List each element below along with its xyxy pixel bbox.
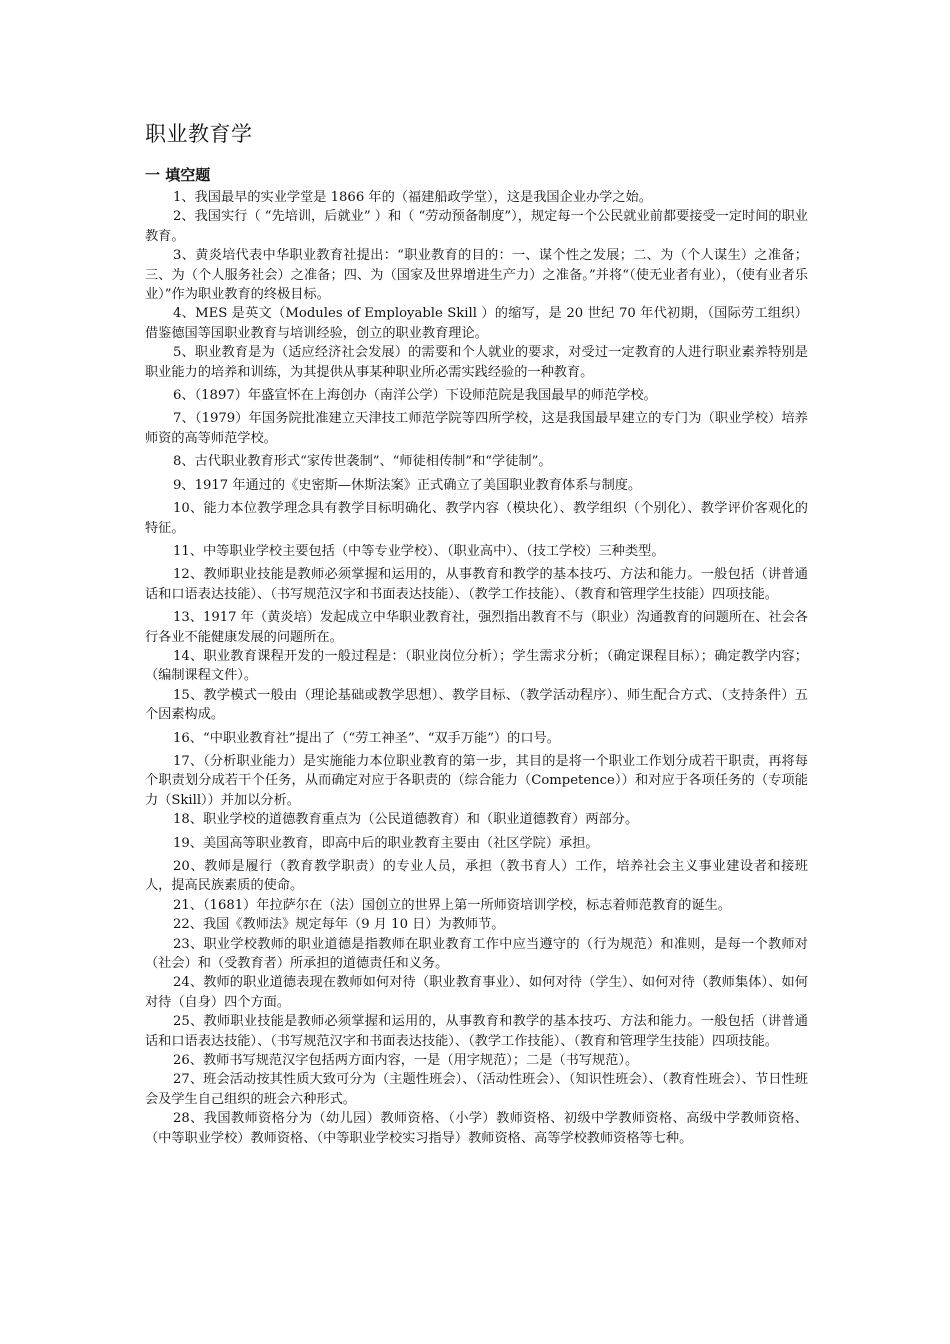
list-item: 11、中等职业学校主要包括（中等专业学校）、（职业高中）、（技工学校）三种类型。	[173, 543, 665, 559]
list-item: 4、MES 是英文（Modules of Employable Skill ）的缩写，是 20 世纪 70 年代初期，（国际劳工组织）借鉴德国等国职业教育与培训经验，创立的职业教育理论。	[145, 306, 808, 341]
list-item: 6、（1897）年盛宣怀在上海创办（南洋公学）下设师范院是我国最早的师范学校。	[173, 388, 657, 404]
list-item: 7、（1979）年国务院批准建立天津技工师范学院等四所学校，这是我国最早建立的专门为（职业学校）培养师资的高等师范学校。	[145, 411, 808, 446]
document-page	[145, 118, 808, 1148]
list-item: 14、职业教育课程开发的一般过程是：（职业岗位分析）；学生需求分析；（确定课程目标）；确定教学内容；（编制课程文件）。	[145, 648, 808, 684]
list-item: 2、我国实行（ “先培训，后就业” ）和（ “劳动预备制度”），规定每一个公民就业前都要接受一定时间的职业教育。	[145, 209, 808, 244]
list-item: 10、能力本位教学理念具有教学目标明确化、教学内容（模块化）、教学组织（个别化）、教学评价客观化的特征。	[145, 501, 808, 536]
list-item: 3、黄炎培代表中华职业教育社提出：“职业教育的目的：一、谋个性之发展；二、为（个人谋生）之准备；三、为（个人服务社会）之准备；四、为（国家及世界增进生产力）之准备。”并将“（使无业者有业），（使有业者乐业）”作为职业教育的终极目标。	[145, 248, 808, 303]
list-item: 12、教师职业技能是教师必须掌握和运用的，从事教育和教学的基本技巧、方法和能力。一般包括（讲普通话和口语表达技能）、（书写规范汉字和书面表达技能）、（教学工作技能）、（教育和管理学生技能）四项技能。	[145, 567, 808, 602]
list-item: 1、我国最早的实业学堂是 1866 年的（福建船政学堂），这是我国企业办学之始。	[173, 190, 652, 205]
list-item: 27、班会活动按其性质大致可分为（主题性班会）、（活动性班会）、（知识性班会）、（教育性班会）、节日性班会及学生自己组织的班会六种形式。	[145, 1072, 808, 1107]
list-item: 25、教师职业技能是教师必须掌握和运用的，从事教育和教学的基本技巧、方法和能力。一般包括（讲普通话和口语表达技能）、（书写规范汉字和书面表达技能）、（教学工作技能）、（教育和管理学生技能）四项技能。	[145, 1014, 808, 1049]
list-item: 15、教学模式一般由（理论基础或教学思想）、教学目标、（教学活动程序）、师生配合方式、（支持条件）五个因素构成。	[145, 687, 808, 723]
list-item: 5、职业教育是为（适应经济社会发展）的需要和个人就业的要求，对受过一定教育的人进行职业素养特别是职业能力的培养和训练，为其提供从事某种职业所必需实践经验的一种教育。	[145, 345, 808, 380]
list-item: 19、美国高等职业教育，即高中后的职业教育主要由（社区学院）承担。	[173, 835, 599, 851]
list-item: 24、教师的职业道德表现在教师如何对待（职业教育事业）、如何对待（学生）、如何对待（教师集体）、如何对待（自身）四个方面。	[145, 975, 808, 1010]
document-title: 职业教育学	[145, 122, 253, 146]
list-item: 8、古代职业教育形式“家传世袭制”、“师徒相传制”和“学徒制”。	[173, 454, 552, 470]
list-item: 9、1917 年通过的《史密斯—休斯法案》正式确立了美国职业教育体系与制度。	[173, 477, 642, 493]
list-item: 17、（分析职业能力）是实施能力本位职业教育的第一步，其目的是将一个职业工作划分成若干职责，再将每个职责划分成若干个任务，从而确定对应于各职责的（综合能力（Competence））和对应于各项任务的（专项能力（Skill））并加以分析。	[145, 753, 808, 808]
section-heading: 一 填空题	[145, 166, 211, 184]
list-item: 21、（1681）年拉萨尔在（法）国创立的世界上第一所师资培训学校，标志着师范教育的诞生。	[173, 897, 732, 913]
list-item: 26、教师书写规范汉字包括两方面内容，一是（用字规范）；二是（书写规范）。	[173, 1053, 639, 1069]
list-item: 16、“中职业教育社”提出了（“劳工神圣”、“双手万能”）的口号。	[173, 730, 560, 746]
list-item: 28、我国教师资格分为（幼儿园）教师资格、（小学）教师资格、初级中学教师资格、高级中学教师资格、（中等职业学校）教师资格、（中等职业学校实习指导）教师资格、高等学校教师资格等七种。	[145, 1111, 808, 1146]
list-item: 23、职业学校教师的职业道德是指教师在职业教育工作中应当遵守的（行为规范）和准则，是每一个教师对（社会）和（受教育者）所承担的道德责任和义务。	[145, 936, 808, 972]
list-item: 13、1917 年（黄炎培）发起成立中华职业教育社，强烈指出教育不与（职业）沟通教育的问题所在、社会各行各业不能健康发展的问题所在。	[145, 610, 808, 645]
list-item: 22、我国《教师法》规定每年（9 月 10 日）为教师节。	[173, 917, 505, 933]
list-item: 18、职业学校的道德教育重点为（公民道德教育）和（职业道德教育）两部分。	[173, 812, 639, 828]
list-item: 20、教师是履行（教育教学职责）的专业人员，承担（教书育人）工作，培养社会主义事业建设者和接班人，提高民族素质的使命。	[145, 859, 808, 894]
